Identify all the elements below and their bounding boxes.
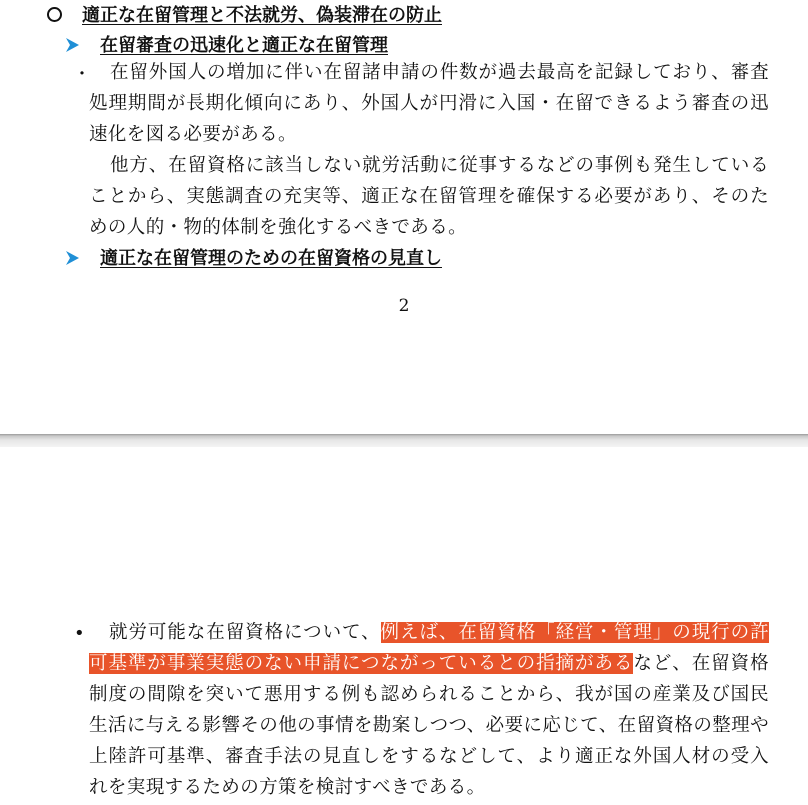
section-heading-text: 適正な在留管理と不法就労、偽装滞在の防止 [82,5,442,26]
paragraph [89,617,769,803]
circle-bullet-icon [47,7,62,22]
section-heading [47,5,442,27]
list-bullet: • [74,623,85,644]
document-page-2 [0,447,808,805]
arrow-bullet-icon [66,38,79,52]
subsection-heading-text: 適正な在留管理のための在留資格の見直し [100,248,442,269]
highlighted-text[interactable]: 例えば、在留資格「経営・管理」の現行の許可基準が事業実態のない申請につながっているとの指摘がある [89,622,769,674]
paragraph-tail: など、在留資格制度の間隙を突いて悪用する例も認められることから、我が国の産業及び国民生活に与える影響その他の事情を勘案しつつ、必要に応じて、在留資格の整理や上陸許可基準、審査手法の見直しをするなどして、より適正な外国人材の受入れを実現するための方策を検討すべきである。 [89,653,769,798]
page-separator [0,434,808,447]
subsection-heading [66,35,388,57]
paragraph-lead: 就労可能な在留資格について、 [109,622,381,643]
list-bullet: ・ [73,64,91,85]
subsection-heading [66,248,442,270]
paragraph: 他方、在留資格に該当しない就労活動に従事するなどの事例も発生していることから、実態調査の充実等、適正な在留管理を確保する必要があり、そのための人的・物的体制を強化するべきである。 [89,155,769,238]
arrow-bullet-icon [66,251,79,265]
subsection-heading-text: 在留審査の迅速化と適正な在留管理 [100,35,388,56]
paragraph: 在留外国人の増加に伴い在留諸申請の件数が過去最高を記録しており、審査処理期間が長期化傾向にあり、外国人が円滑に入国・在留できるよう審査の迅速化を図る必要がある。 [89,62,769,145]
page-number: 2 [398,296,410,316]
